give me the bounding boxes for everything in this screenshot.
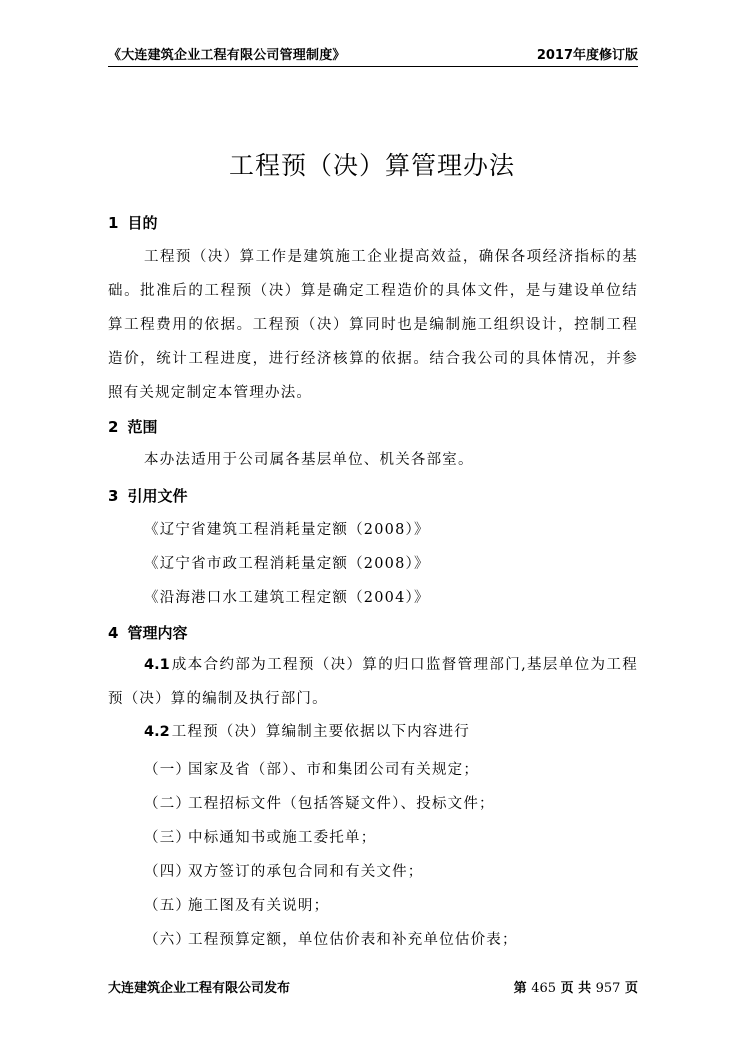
list-item (144, 860, 424, 881)
list-item (144, 826, 376, 847)
page-number (514, 977, 638, 996)
list-item-number: （一） (144, 762, 192, 778)
page-suffix: 页 (624, 981, 638, 996)
page-total: 957 (595, 981, 621, 996)
section-title: 管理内容 (127, 624, 188, 642)
section-heading-3 (108, 485, 187, 506)
section-number: 3 (108, 487, 119, 505)
list-item (144, 758, 479, 779)
section-1-body: 工程预（决）算工作是建筑施工企业提高效益，确保各项经济指标的基础。批准后的工程预（决）算是确定工程造价的具体文件，是与建设单位结算工程费用的依据。工程预（决）算同时也是编制施工组织设计，控制工程造价，统计工程进度，进行经济核算的依据。结合我公司的具体情况，并参照有关规定制定本管理办法。 (108, 249, 638, 401)
footer-publisher: 大连建筑企业工程有限公司发布 (108, 981, 291, 996)
section-number: 2 (108, 418, 119, 436)
list-item-number: （五） (144, 898, 192, 914)
clause-number: 4.2 (144, 724, 170, 740)
reference-item: 《辽宁省建筑工程消耗量定额（2008）》 (144, 522, 430, 538)
list-item (144, 894, 329, 915)
clause-4-2 (108, 715, 638, 749)
list-item-number: （三） (144, 830, 192, 846)
clause-number: 4.1 (144, 657, 170, 673)
list-item-text: 双方签订的承包合同和有关文件； (188, 864, 424, 880)
header-doc-title: 《大连建筑企业工程有限公司管理制度》 (108, 48, 346, 63)
page-mid: 页 共 (560, 981, 592, 996)
clause-4-1 (108, 648, 638, 716)
list-item (144, 928, 518, 949)
section-heading-4 (108, 622, 187, 643)
section-number: 4 (108, 624, 119, 642)
section-heading-2 (108, 416, 157, 437)
list-item-text: 国家及省（部）、市和集团公司有关规定； (188, 762, 480, 778)
section-title: 目的 (127, 214, 158, 232)
page-current: 465 (531, 981, 557, 996)
reference-item: 《沿海港口水工建筑工程定额（2004）》 (144, 590, 430, 606)
header-edition: 2017年度修订版 (536, 48, 638, 63)
document-title: 工程预（决）算管理办法 (228, 151, 515, 180)
list-item-number: （六） (144, 932, 192, 948)
list-item-number: （四） (144, 864, 192, 880)
page-footer (108, 977, 638, 996)
clause-text: 成本合约部为工程预（决）算的归口监督管理部门,基层单位为工程预（决）算的编制及执行部门。 (108, 657, 638, 707)
list-item-text: 工程招标文件（包括答疑文件）、投标文件； (188, 796, 495, 812)
section-2-body: 本办法适用于公司属各基层单位、机关各部室。 (144, 452, 474, 468)
page-header (108, 44, 638, 67)
section-title: 范围 (127, 418, 158, 436)
clause-text: 工程预（决）算编制主要依据以下内容进行 (171, 724, 470, 740)
section-number: 1 (108, 214, 119, 232)
list-item-text: 中标通知书或施工委托单； (188, 830, 377, 846)
section-heading-1 (108, 212, 157, 233)
list-item-number: （二） (144, 796, 192, 812)
list-item-text: 工程预算定额，单位估价表和补充单位估价表； (188, 932, 518, 948)
section-title: 引用文件 (127, 487, 188, 505)
list-item-text: 施工图及有关说明； (188, 898, 330, 914)
reference-item: 《辽宁省市政工程消耗量定额（2008）》 (144, 556, 430, 572)
list-item (144, 792, 495, 813)
page-prefix: 第 (513, 981, 527, 996)
